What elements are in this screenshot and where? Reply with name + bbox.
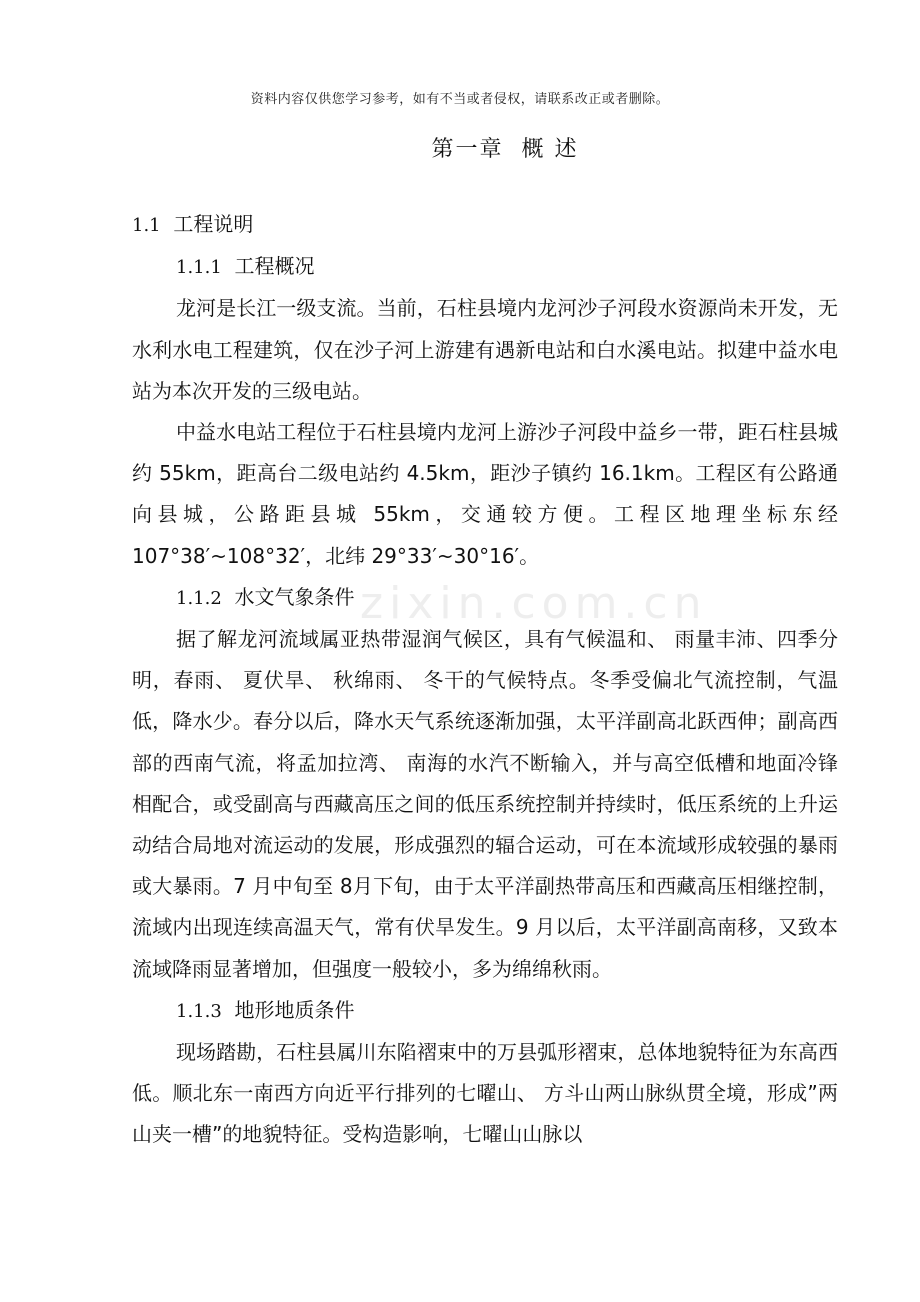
section-number: 1.1.1 bbox=[176, 257, 222, 279]
section-number: 1.1.3 bbox=[176, 1000, 222, 1022]
section-number: 1.1.2 bbox=[176, 587, 222, 609]
watermark: zixin.com.cn bbox=[360, 578, 708, 629]
document-body bbox=[132, 204, 838, 1156]
chapter-name: 概 述 bbox=[521, 137, 579, 162]
paragraph-terrain: 现场踏勘，石柱县属川东陷褶束中的万县弧形褶束，总体地貌特征为东高西低。顺北东一南西方向近平行排列的七曜山、 方斗山两山脉纵贯全境，形成”两山夹一槽”的地貌特征。受构造影响，七曜山山脉以 bbox=[132, 1040, 838, 1147]
section-heading-1-1 bbox=[132, 204, 838, 246]
section-heading-1-1-3 bbox=[132, 990, 838, 1032]
section-title: 工程概况 bbox=[234, 254, 315, 279]
paragraph-location: 中益水电站工程位于石柱县境内龙河上游沙子河段中益乡一带，距石柱县城约 55km，距高台二级电站约 4.5km，距沙子镇约 16.1km。工程区有公路通向县城，公路距县城 55km，交通较方便。工程区地理坐标东经 107°38′~108°32′，北纬 29°33′~30°16′。 bbox=[132, 420, 838, 568]
section-heading-1-1-1 bbox=[132, 246, 838, 288]
chapter-number: 第一章 bbox=[431, 137, 504, 162]
section-heading-1-1-2 bbox=[132, 577, 838, 619]
section-title: 水文气象条件 bbox=[234, 584, 355, 609]
section-number: 1.1 bbox=[132, 215, 161, 236]
disclaimer-header: 资料内容仅供您学习参考，如有不当或者侵权，请联系改正或者删除。 bbox=[250, 92, 670, 107]
section-title: 地形地质条件 bbox=[234, 997, 355, 1022]
paragraph-longhe-overview: 龙河是长江一级支流。当前，石柱县境内龙河沙子河段水资源尚未开发，无水利水电工程建筑，仅在沙子河上游建有遇新电站和白水溪电站。拟建中益水电站为本次开发的三级电站。 bbox=[132, 296, 838, 403]
paragraph-climate: 据了解龙河流域属亚热带湿润气候区，具有气候温和、 雨量丰沛、四季分明，春雨、 夏伏旱、 秋绵雨、 冬干的气候特点。冬季受偏北气流控制，气温低，降水少。春分以后，降水天气系统逐渐加强，太平洋副高北跃西伸；副高西部的西南气流，将孟加拉湾、 南海的水汽不断输入，并与高空低槽和地面冷锋相配合，或受副高与西藏高压之间的低压系统控制并持续时，低压系统的上升运动结合局地对流运动的发展，形成强烈的辐合运动，可在本流域形成较强的暴雨或大暴雨。7 月中旬至 8月下旬，由于太平洋副热带高压和西藏高压相继控制，流域内出现连续高温天气，常有伏旱发生。9 月以后，太平洋副高南移，又致本流域降雨显著增加，但强度一般较小，多为绵绵秋雨。 bbox=[132, 627, 838, 981]
chapter-title bbox=[0, 132, 920, 163]
section-title: 工程说明 bbox=[173, 212, 254, 236]
